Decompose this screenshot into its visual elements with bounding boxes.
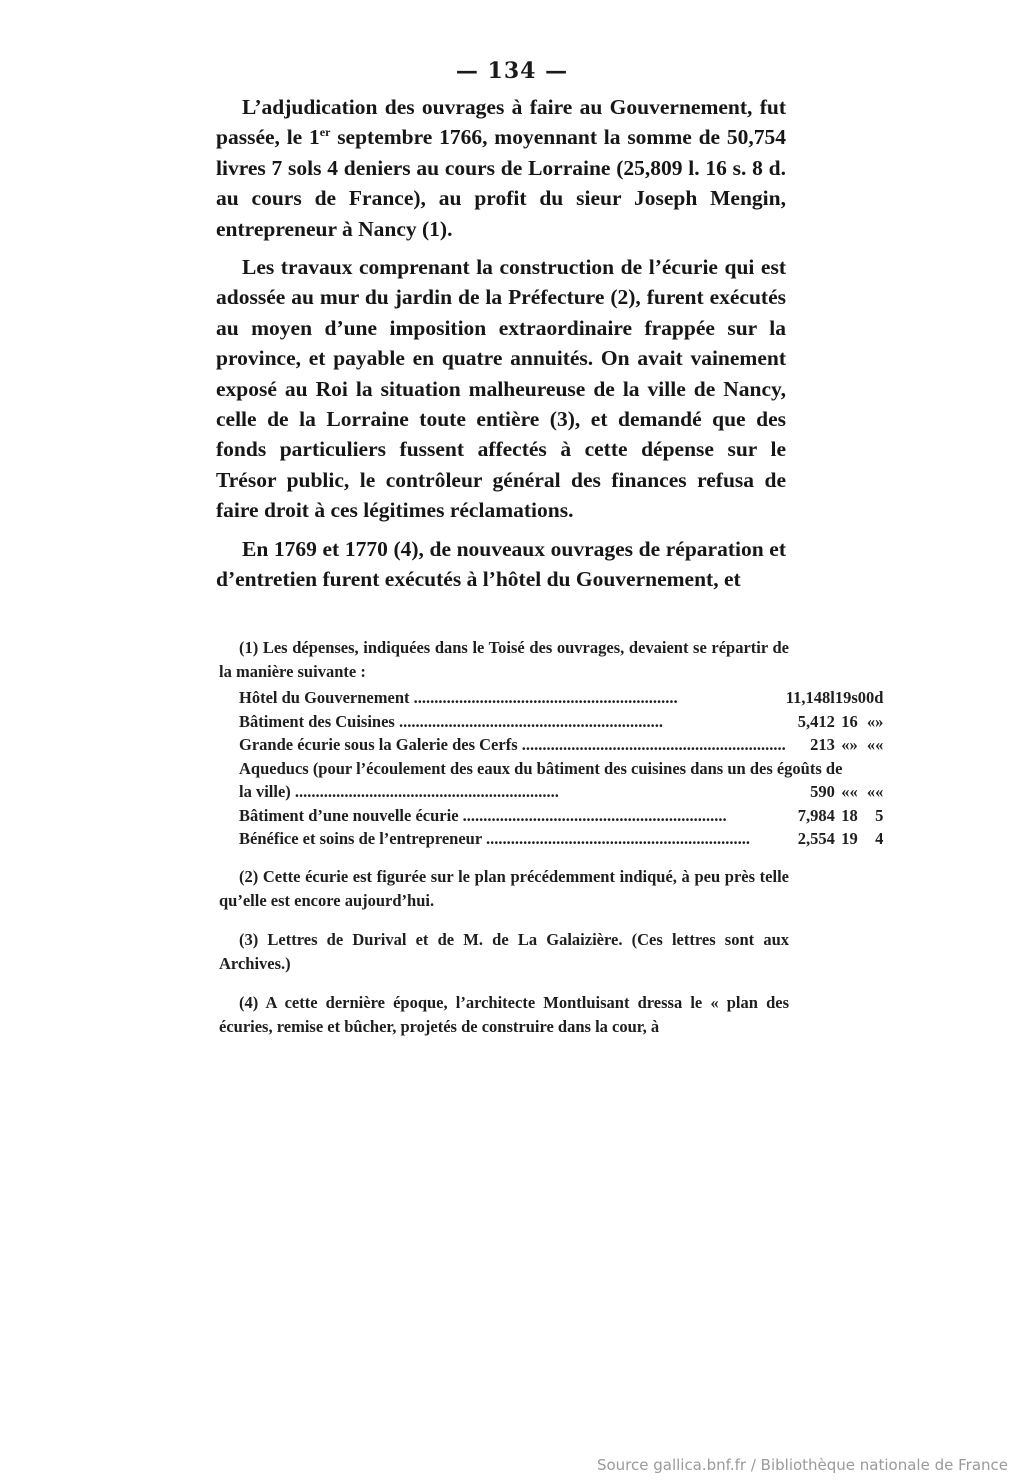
livres-value: 590 [810,782,835,801]
deniers-value: «« [866,735,884,754]
leader-dots [482,829,750,848]
footnote-3: (3) Lettres de Durival et de M. de La Galaizière. (Ces lettres sont aux Archives.) [219,929,789,973]
sols-value: «» [841,735,858,754]
row-label: Hôtel du Gouvernement [239,688,410,707]
leader-dots [291,782,559,801]
paragraph-1 [216,92,786,244]
table-row [239,780,883,804]
livres-value: 7,984 [797,805,835,825]
page-number: — 134 — [455,58,569,84]
table-row [239,733,883,757]
row-label-wrapped: Aqueducs (pour l’écoulement des eaux du bâtiment des cuisines dans un des égoûts de [239,758,843,778]
table-row [239,757,883,781]
livres-value: 11,148l [785,688,835,707]
deniers-value: 5 [875,805,884,825]
row-label: Bâtiment des Cuisines [239,711,395,731]
table-row [239,710,883,734]
sols-value: 18 [841,805,858,825]
footnote-2: (2) Cette écurie est figurée sur le plan précédemment indiqué, à peu près telle qu’elle est encore aujourd’hui. [219,866,789,910]
livres-value: 2,554 [797,829,835,848]
row-label: Bénéfice et soins de l’entrepreneur [239,829,482,848]
table-row [239,804,883,828]
row-label: Bâtiment d’une nouvelle écurie [239,805,459,825]
livres-value: 213 [810,735,835,754]
deniers-value: «« [866,782,884,801]
footnote-1-intro: (1) Les dépenses, indiquées dans le Toisé des ouvrages, devaient se répartir de la manière suivante : [219,638,789,681]
leader-dots [459,806,727,825]
superscript-er: er [319,125,331,140]
paragraph-1-start: L’adjudication des ouvrages à faire au Gouvernement, fut passée, le 1 [216,95,786,150]
sols-value: 19s [834,688,858,707]
deniers-value: 00d [857,688,884,707]
footnote-4: (4) A cette dernière époque, l’architecte Montluisant dressa le « plan des écuries, remise et bûcher, projetés de construire dans la cour, à [219,992,789,1036]
deniers-value: 4 [875,829,884,848]
row-label: la ville) [239,782,291,801]
sols-value: 19 [841,829,858,848]
main-text [216,92,786,603]
source-credit: Source gallica.bnf.fr / Bibliothèque nationale de France [596,1456,1008,1474]
leader-dots [395,712,663,731]
deniers-value: «» [866,711,884,731]
table-row [239,686,883,710]
row-label: Grande écurie sous la Galerie des Cerfs [239,735,518,754]
paragraph-1-end: septembre 1766, moyennant la somme de 50,754 livres 7 sols 4 deniers au cours de Lorraine (25,809 l. 16 s. 8 d. au cours de France), au profit du sieur Joseph Mengin, entrepreneur à Nancy (1). [216,125,786,241]
paragraph-3: En 1769 et 1770 (4), de nouveaux ouvrages de réparation et d’entretien furent exécutés à l’hôtel du Gouvernement, et [216,536,786,592]
footnotes [219,636,884,1039]
sols-value: 16 [841,711,858,731]
leader-dots [518,735,786,754]
livres-value: 5,412 [797,711,835,731]
sols-value: «« [841,782,858,801]
leader-dots [410,688,678,707]
table-row [239,827,883,851]
cost-table [239,686,883,851]
paragraph-2: Les travaux comprenant la construction de l’écurie qui est adossée au mur du jardin de la Préfecture (2), furent exécutés au moyen d’une imposition extraordinaire frappée sur la province, et payable en quatre annuités. On avait vainement exposé au Roi la situation malheureuse de la ville de Nancy, celle de la Lorraine toute entière (3), et demandé que des fonds particuliers fussent affectés à cette dépense sur le Trésor public, le contrôleur général des finances refusa de faire droit à ces légitimes réclamations. [216,255,786,523]
